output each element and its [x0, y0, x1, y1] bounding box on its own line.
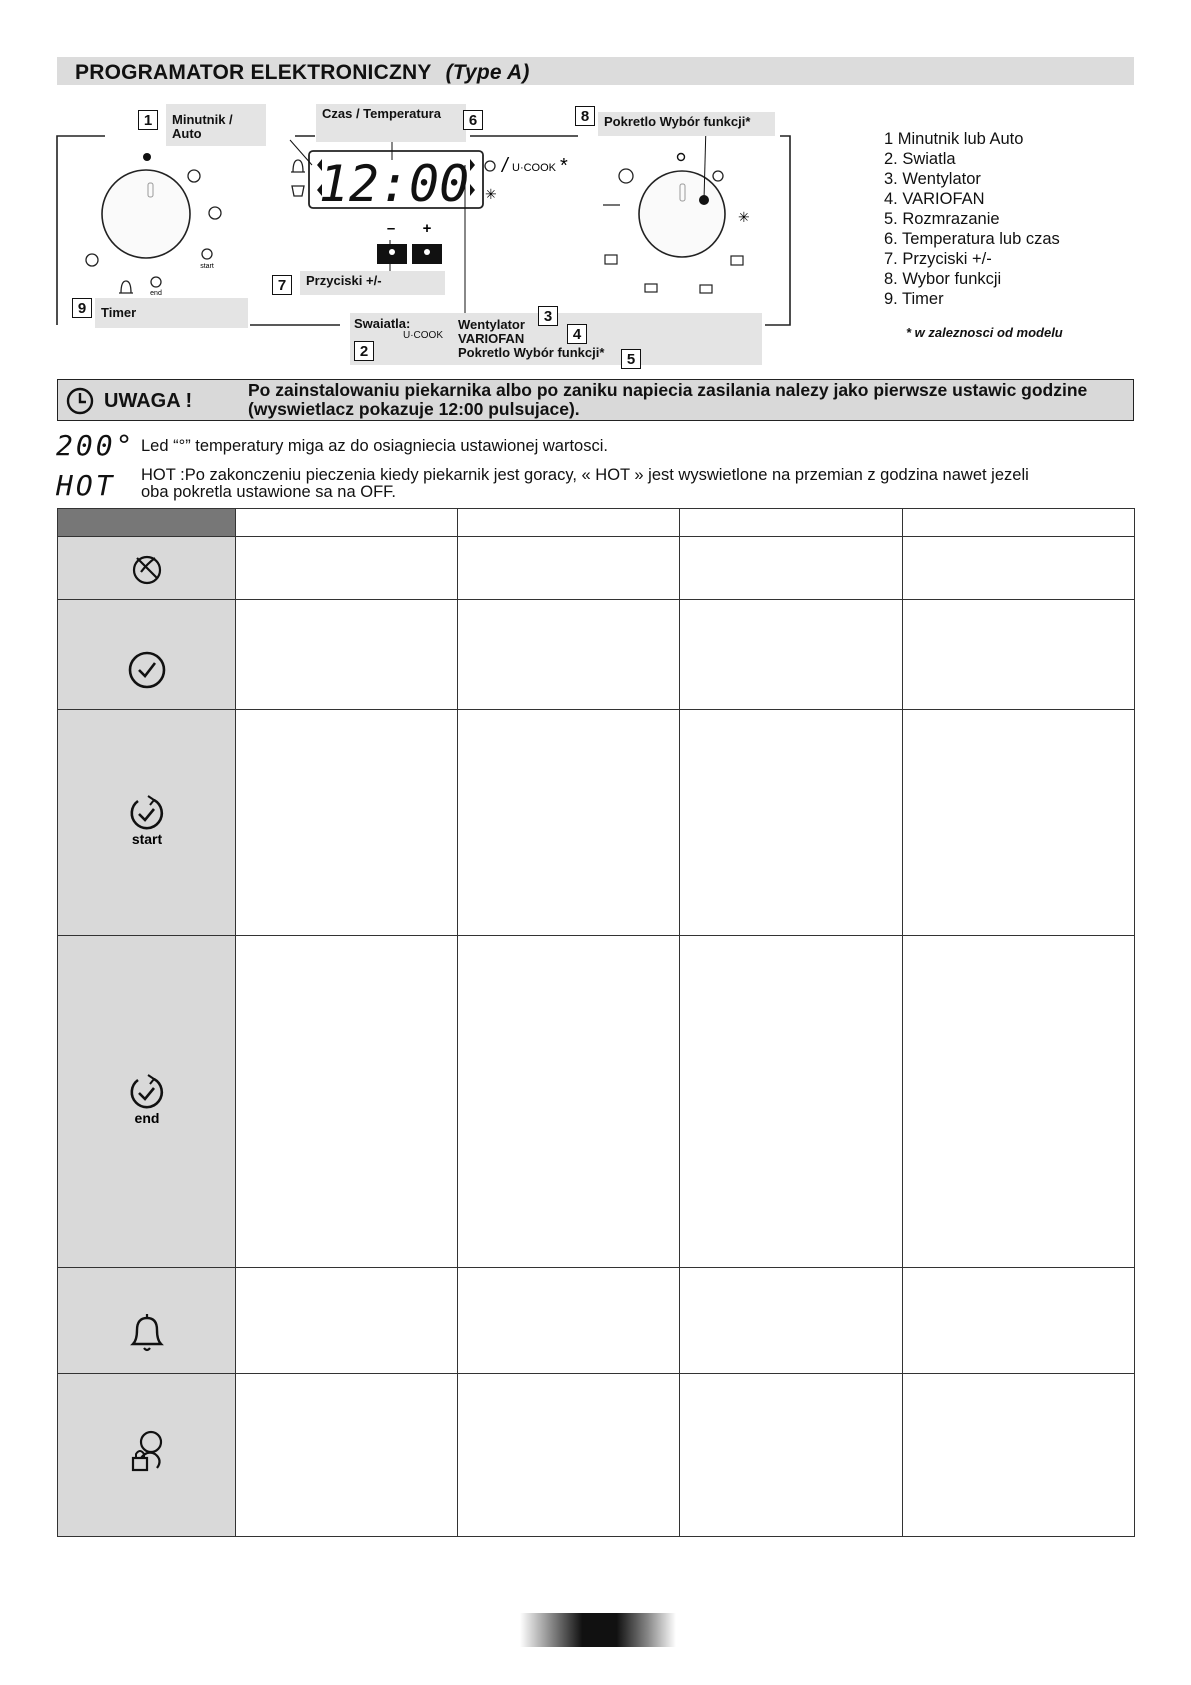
temp-display-sample: 200° [56, 429, 136, 462]
fan-icon [485, 161, 495, 171]
display-digits: 12:00 [318, 155, 470, 213]
defrost-icon: ✳ [738, 209, 750, 225]
title-subtitle: (Type A) [445, 61, 530, 84]
lamp-icon [713, 171, 723, 181]
cook-end-icon [124, 1071, 170, 1127]
fan-bottom-icon [700, 285, 712, 293]
ucook-label: U·COOK [512, 162, 556, 174]
table-icon-cell [58, 1374, 236, 1537]
callout-num-5: 5 [621, 349, 641, 369]
callout-label-1: Minutnik / Auto [166, 104, 266, 146]
callout-label-8: Pokretlo Wybór funkcji* [598, 112, 775, 136]
table-row [58, 537, 1135, 600]
clock-icon [209, 207, 221, 219]
legend-item: 1 Minutnik lub Auto [884, 130, 1024, 148]
callout-num-7: 7 [272, 275, 292, 295]
title-main: PROGRAMATOR ELEKTRONICZNY [75, 61, 432, 84]
callout-label-9: Timer [95, 298, 248, 328]
function-table [57, 508, 1135, 1537]
callout-label-4: VARIOFAN [458, 331, 525, 346]
table-icon-cell [58, 600, 236, 710]
table-icon-cell [58, 710, 236, 936]
pot-icon [292, 186, 304, 196]
cook-end-icon [151, 277, 161, 287]
callout-num-6: 6 [463, 110, 483, 130]
manual-icon [127, 546, 167, 586]
legend-item: 3. Wentylator [884, 170, 981, 188]
table-row [58, 1268, 1135, 1374]
callout-label-3: Wentylator [458, 317, 525, 332]
table-icon-cell [58, 936, 236, 1268]
child-lock-icon [125, 1428, 169, 1478]
legend-list [884, 129, 1060, 309]
svg-text:–: – [386, 220, 396, 237]
grill-fan-icon [619, 169, 633, 183]
bell-icon [125, 1310, 169, 1356]
callout-label-7: Przyciski +/- [300, 271, 445, 295]
callout-num-3: 3 [538, 306, 558, 326]
warning-title: UWAGA ! [104, 390, 193, 412]
legend-item: 4. VARIOFAN [884, 190, 985, 208]
hot-info: HOT :Po zakonczeniu pieczenia kiedy piekarnik jest goracy, « HOT » jest wyswietlone na przemian z godzina nawet jezeli oba pokretla ustawione sa na OFF. [141, 466, 1029, 501]
child-lock-icon [86, 254, 98, 266]
svg-text:/: / [502, 155, 508, 177]
legend-note: * w zaleznosci od modelu [906, 325, 1063, 340]
fan-oven-icon [731, 256, 743, 265]
table-icon-cell [58, 537, 236, 600]
table-icon-cell [58, 1268, 236, 1374]
table-row [58, 936, 1135, 1268]
callout-num-2: 2 [354, 341, 374, 361]
table-row [58, 600, 1135, 710]
table-header-row [58, 509, 1135, 537]
table-row [58, 1374, 1135, 1537]
cook-start-icon [202, 249, 212, 259]
left-knob[interactable] [102, 170, 190, 258]
svg-text:*: * [560, 155, 568, 177]
hot-display-sample: HOT [56, 469, 116, 502]
manual-icon [188, 170, 200, 182]
callout-label-6: Czas / Temperatura [316, 104, 466, 142]
clock-icon [125, 648, 169, 692]
callout-num-9: 9 [72, 298, 92, 318]
bottom-heat-icon [605, 255, 617, 264]
page-footer-strip [520, 1613, 676, 1647]
temp-led-info: Led “°” temperatury miga az do osiagniecia ustawionej wartosci. [141, 437, 608, 455]
svg-text:end: end [150, 290, 162, 297]
legend-item: 7. Przyciski +/- [884, 250, 992, 268]
svg-text:start: start [200, 263, 214, 270]
fan-top-icon [645, 284, 657, 292]
cook-start-icon [124, 792, 170, 848]
legend-item: 9. Timer [884, 290, 944, 308]
timer-bell-icon [119, 281, 133, 293]
callout-num-1: 1 [138, 110, 158, 130]
legend-item: 8. Wybor funkcji [884, 270, 1002, 288]
clock-warning-icon [66, 387, 94, 415]
callout-num-8: 8 [575, 106, 595, 126]
legend-item: 5. Rozmrazanie [884, 210, 1000, 228]
svg-text:start: start [131, 831, 162, 847]
ucook-small: U·COOK [403, 330, 443, 341]
svg-text:end: end [134, 1110, 159, 1126]
legend-item: 2. Swiatla [884, 150, 956, 168]
bell-icon [291, 160, 305, 172]
callout-label-5: Pokretlo Wybór funkcji* [458, 345, 605, 360]
svg-text:+: + [422, 220, 432, 237]
callout-num-4: 4 [567, 324, 587, 344]
table-row [58, 710, 1135, 936]
callout-label-2: Swaiatla: [354, 316, 411, 331]
warning-text: Po zainstalowaniu piekarnika albo po zaniku napiecia zasilania nalezy jako pierwsze ustawic godzine (wyswietlacz pokazuje 12:00 pulsujace). [248, 380, 1088, 419]
variofan-icon: ✳ [485, 186, 497, 202]
legend-item: 6. Temperatura lub czas [884, 230, 1060, 248]
